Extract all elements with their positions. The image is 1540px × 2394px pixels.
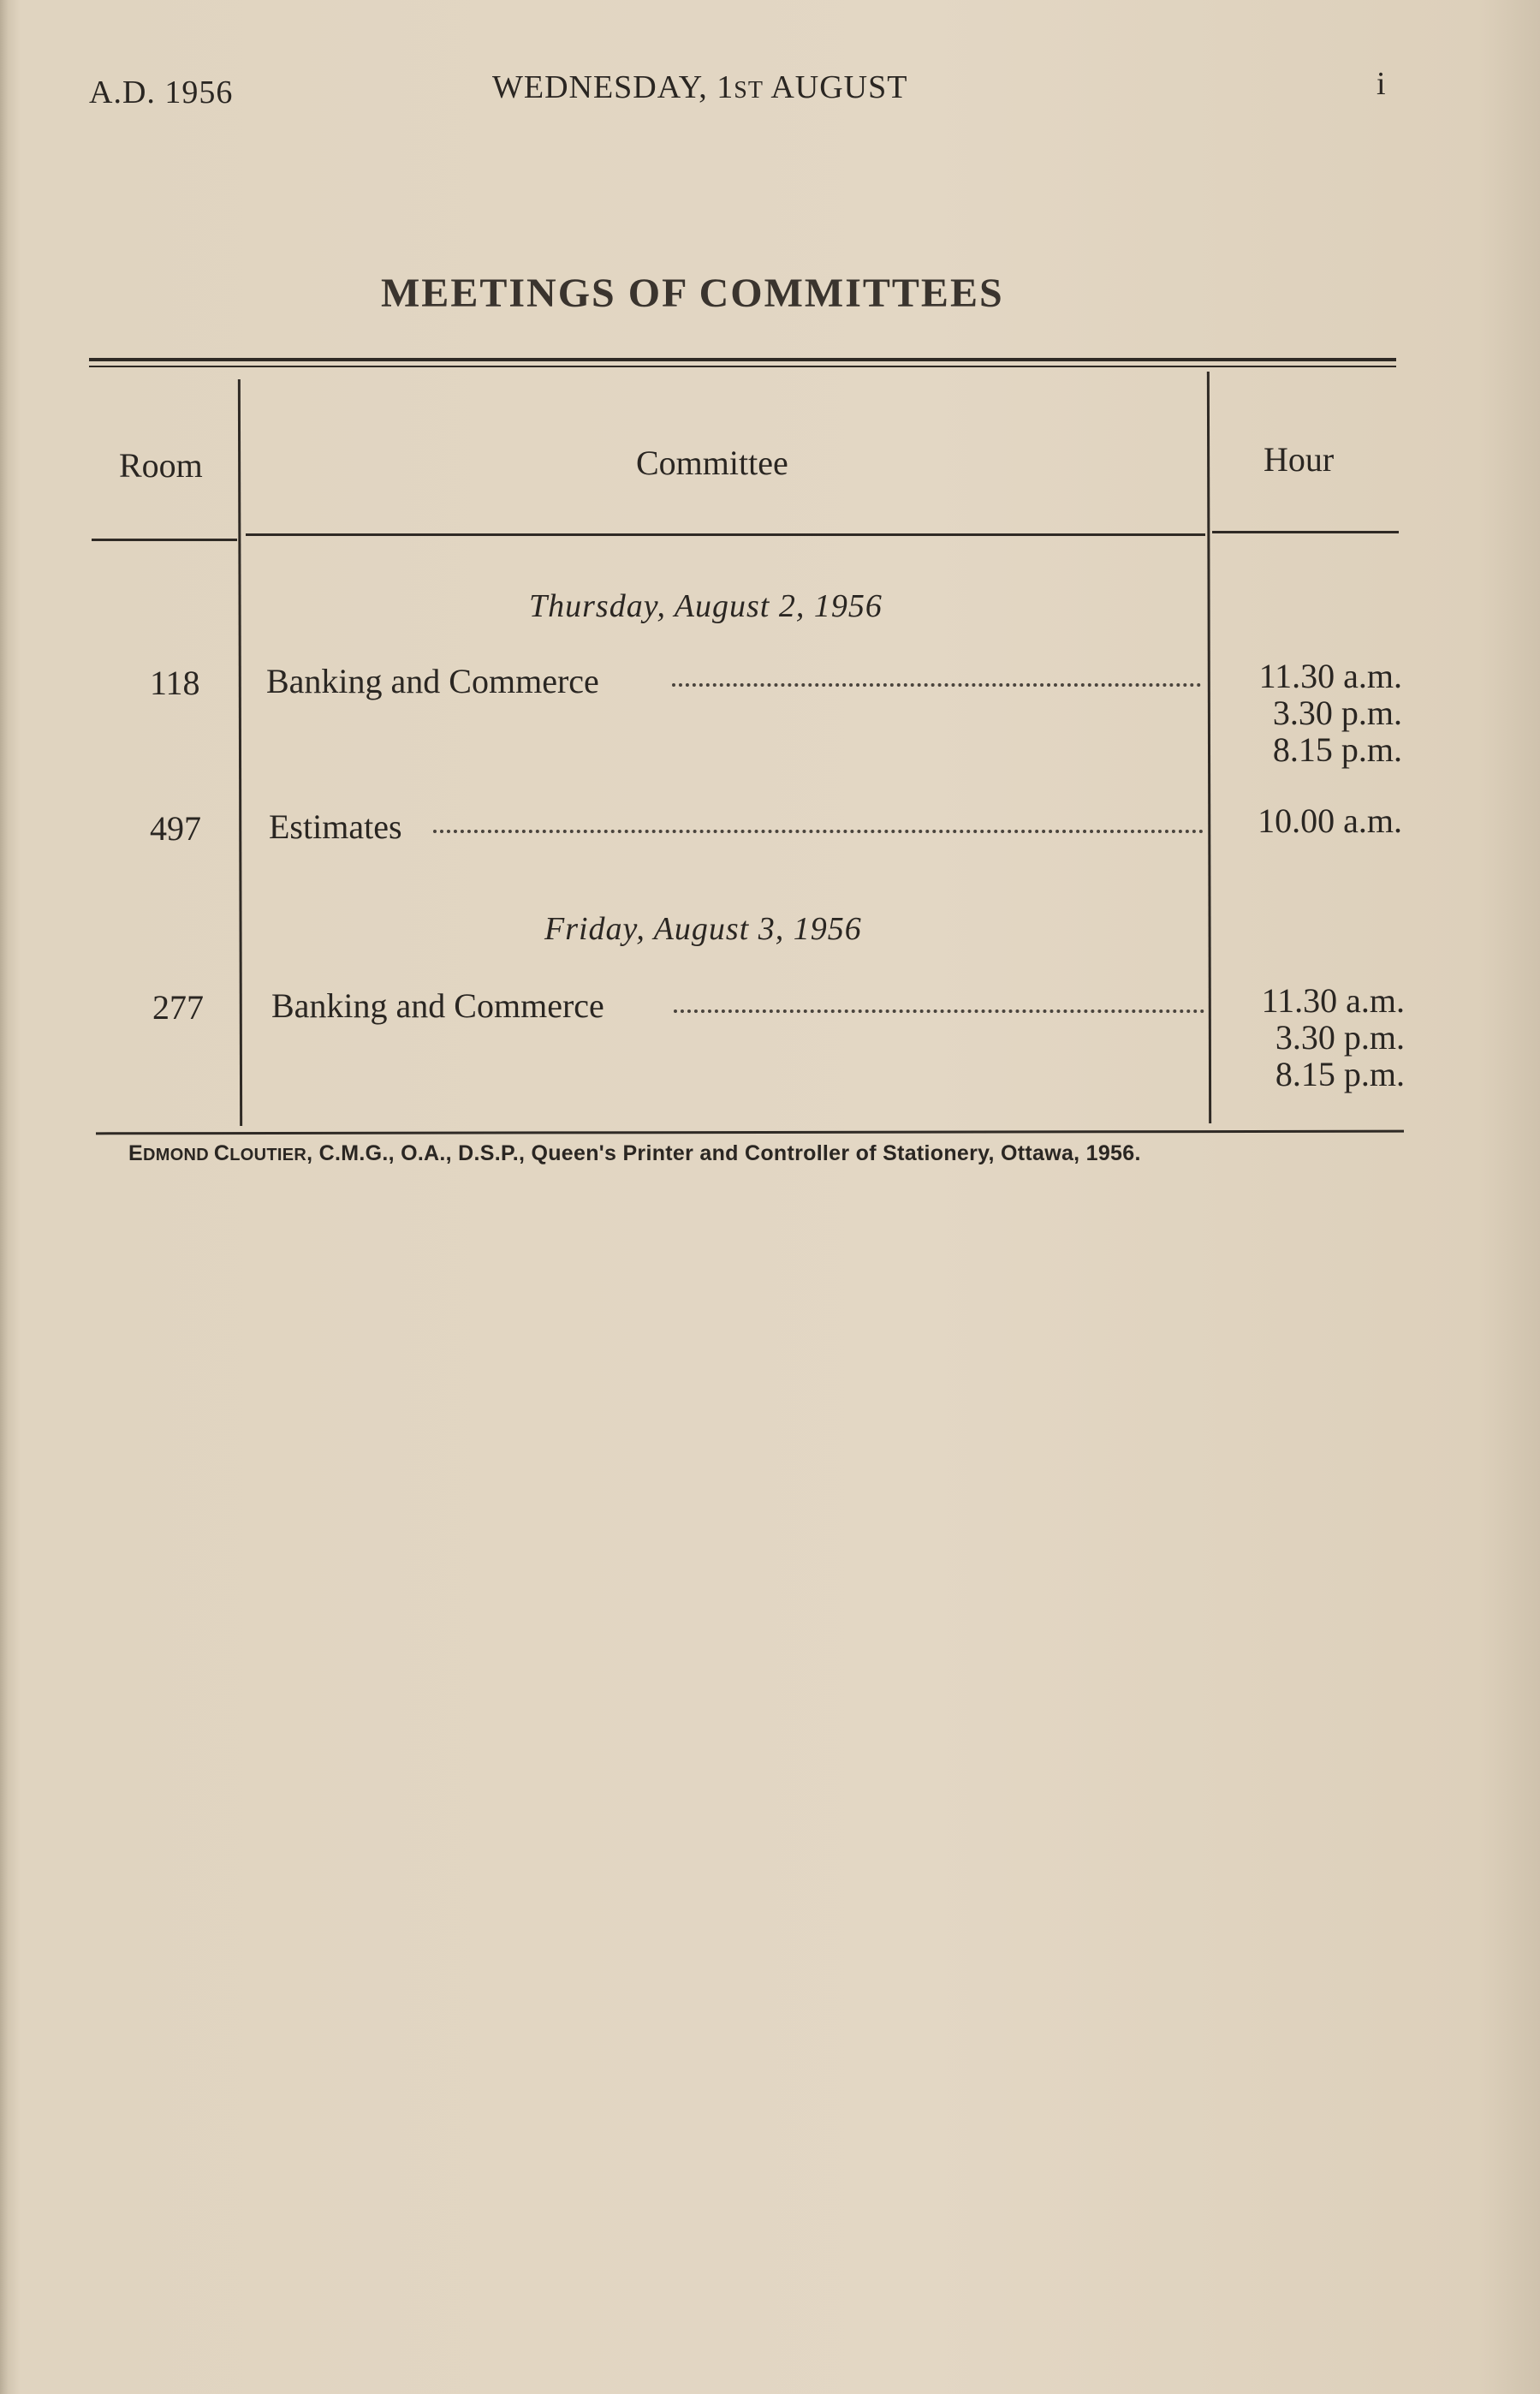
hour-entry: 8.15 p.m. — [1272, 730, 1402, 769]
top-rule-2 — [89, 366, 1396, 367]
day-heading-friday: Friday, August 3, 1956 — [544, 911, 862, 947]
running-head — [0, 62, 1540, 113]
room-number: 497 — [150, 809, 201, 848]
day-heading-thursday: Thursday, August 2, 1956 — [529, 588, 883, 624]
meeting-hours — [1197, 658, 1402, 768]
imprint-surname: LOUTIER — [229, 1146, 307, 1164]
hour-entry: 11.30 a.m. — [1261, 981, 1405, 1020]
top-rule-1 — [89, 358, 1396, 361]
header-hour: Hour — [1264, 440, 1335, 479]
page-title: MEETINGS OF COMMITTEES — [381, 271, 1004, 316]
header-room: Room — [119, 446, 203, 485]
hour-entry: 3.30 p.m. — [1272, 694, 1402, 732]
bottom-rule — [96, 1130, 1404, 1135]
printer-imprint — [128, 1141, 1141, 1166]
date-month: AUGUST — [763, 69, 908, 105]
leader-dots — [672, 683, 1201, 687]
room-number: 118 — [150, 664, 200, 702]
header-rule-hour — [1212, 531, 1399, 533]
meeting-hours — [1197, 802, 1402, 839]
hour-entry: 8.15 p.m. — [1275, 1055, 1405, 1093]
header-rule-room — [92, 539, 237, 541]
page-number: i — [1376, 66, 1387, 102]
committee-name: Estimates — [269, 807, 402, 846]
imprint-initial: C — [213, 1141, 230, 1165]
date-label — [492, 68, 907, 106]
imprint-firstname: DMOND — [142, 1146, 214, 1164]
date-day: WEDNESDAY, 1 — [492, 69, 734, 105]
leader-dots — [674, 1009, 1204, 1013]
hour-entry: 11.30 a.m. — [1258, 657, 1402, 695]
committee-name: Banking and Commerce — [266, 662, 599, 700]
committee-name: Banking and Commerce — [271, 986, 604, 1025]
column-divider-room — [238, 379, 242, 1126]
header-rule-committee — [246, 533, 1205, 536]
year-label: A.D. 1956 — [89, 74, 234, 110]
imprint-initial: E — [128, 1141, 143, 1165]
leader-dots — [433, 830, 1204, 833]
imprint-details: , C.M.G., O.A., D.S.P., Queen's Printer and Controller of Stationery, Ottawa, 1956. — [306, 1141, 1141, 1165]
date-ordinal: ST — [734, 77, 764, 104]
hour-entry: 10.00 a.m. — [1258, 801, 1402, 840]
meeting-hours — [1199, 982, 1405, 1093]
header-committee: Committee — [636, 444, 788, 482]
room-number: 277 — [152, 988, 204, 1027]
hour-entry: 3.30 p.m. — [1275, 1018, 1405, 1057]
